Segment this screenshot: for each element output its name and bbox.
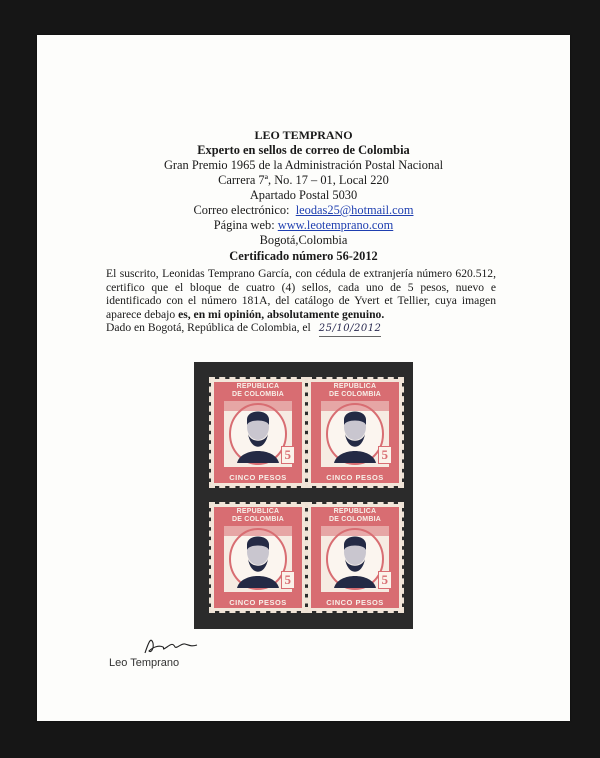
- expert-name: LEO TEMPRANO: [254, 128, 353, 142]
- stamp-top-right: [308, 379, 402, 486]
- opinion-text: es, en mi opinión, absolutamente genuino.: [178, 307, 385, 321]
- stamp-block-photo: [194, 362, 413, 629]
- stamp-country-label: REPUBLICA DE COLOMBIA: [329, 508, 381, 523]
- certificate-body: El suscrito, Leonidas Temprano García, con cédula de extranjería número 620.512, certifico que el bloque de cuatro (4) sellos, cada uno de 5 pesos, nuevo e identificado con el número 181A, del catálogo de Yvert et Tellier, cuya imagen aparece debajo: [106, 267, 496, 321]
- stamp-denomination-label: CINCO PESOS: [326, 473, 384, 482]
- certificate-page: [37, 35, 570, 721]
- stamp-bottom-right: [308, 504, 402, 611]
- po-box-line: Apartado Postal 5030: [249, 188, 358, 202]
- stamp-face-value: 5: [281, 571, 296, 589]
- signer-name: Leo Temprano: [109, 657, 180, 669]
- signature-scribble: [141, 635, 201, 657]
- web-line: [37, 218, 570, 233]
- stamp-face-value: 5: [378, 571, 393, 589]
- stamp-denomination-label: CINCO PESOS: [229, 598, 287, 607]
- email-link[interactable]: leodas25@hotmail.com: [295, 203, 414, 217]
- web-label: Página web:: [213, 218, 275, 232]
- handwritten-date: 25/10/2012: [319, 322, 382, 337]
- expert-title: Experto en sellos de correo de Colombia: [197, 143, 410, 157]
- address-line: Carrera 7ª, No. 17 – 01, Local 220: [218, 173, 389, 187]
- award-line: Gran Premio 1965 de la Administración Postal Nacional: [163, 158, 444, 172]
- stamp-country-label: REPUBLICA DE COLOMBIA: [329, 383, 381, 398]
- stamp-bottom-left: [211, 504, 305, 611]
- email-line: [37, 203, 570, 218]
- issued-line: [106, 321, 496, 337]
- letterhead: [37, 128, 570, 248]
- issued-text: Dado en Bogotá, República de Colombia, el: [106, 321, 311, 335]
- city-line: Bogotá,Colombia: [259, 233, 348, 247]
- web-link[interactable]: www.leotemprano.com: [277, 218, 394, 232]
- email-label: Correo electrónico:: [193, 203, 290, 217]
- stamp-country-label: REPUBLICA DE COLOMBIA: [232, 383, 284, 398]
- certificate-number: Certificado número 56-2012: [229, 249, 378, 263]
- certificate-text: [106, 267, 496, 337]
- stamp-denomination-label: CINCO PESOS: [229, 473, 287, 482]
- stamp-face-value: 5: [378, 446, 393, 464]
- stamp-country-label: REPUBLICA DE COLOMBIA: [232, 508, 284, 523]
- stamp-denomination-label: CINCO PESOS: [326, 598, 384, 607]
- certificate-paragraph: [106, 267, 496, 321]
- stamp-face-value: 5: [281, 446, 296, 464]
- stamp-top-left: [211, 379, 305, 486]
